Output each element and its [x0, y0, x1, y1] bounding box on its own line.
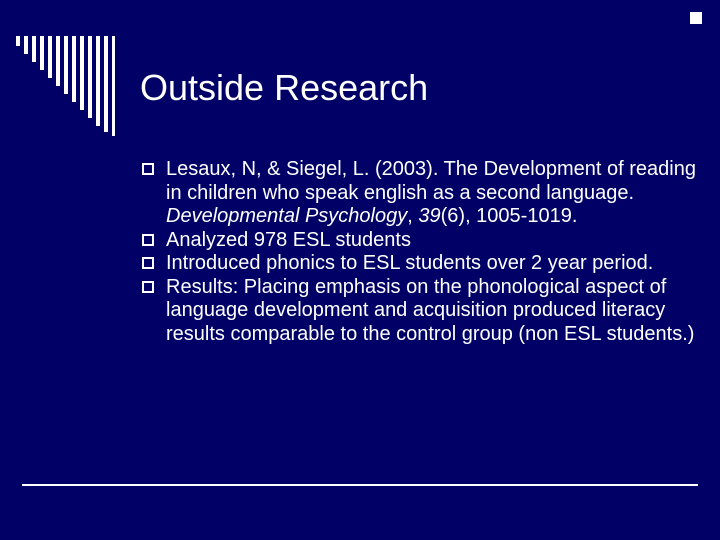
hollow-square-icon — [142, 234, 154, 246]
bullet-list — [142, 158, 702, 346]
bullet-text: Results: Placing emphasis on the phonological aspect of language development and acquisition produced literacy results comparable to the control group (non ESL students.) — [166, 275, 695, 345]
bullet-text: (6), 1005-1019. — [440, 205, 578, 227]
decorative-bars-icon — [0, 0, 130, 140]
hollow-square-icon — [142, 281, 154, 293]
bullet-text: , — [407, 205, 419, 227]
bullet-text: Introduced phonics to ESL students over 2 year period. — [166, 252, 654, 274]
bullet-text: Analyzed 978 ESL students — [166, 228, 411, 251]
slide-title: Outside Research — [140, 67, 429, 108]
bullet-item — [142, 158, 702, 229]
bullet-text: Developmental Psychology — [166, 205, 408, 227]
bullet-item — [142, 252, 702, 276]
corner-square-icon — [690, 12, 702, 24]
bullet-item — [142, 276, 702, 347]
bullet-text: Lesaux, N, & Siegel, L. (2003). The Development of reading in children who speak english as a second language. — [166, 158, 696, 204]
hollow-square-icon — [142, 163, 154, 175]
bottom-divider — [22, 484, 698, 486]
hollow-square-icon — [142, 257, 154, 269]
bullet-text: 39 — [418, 205, 441, 227]
bullet-item — [142, 229, 702, 253]
